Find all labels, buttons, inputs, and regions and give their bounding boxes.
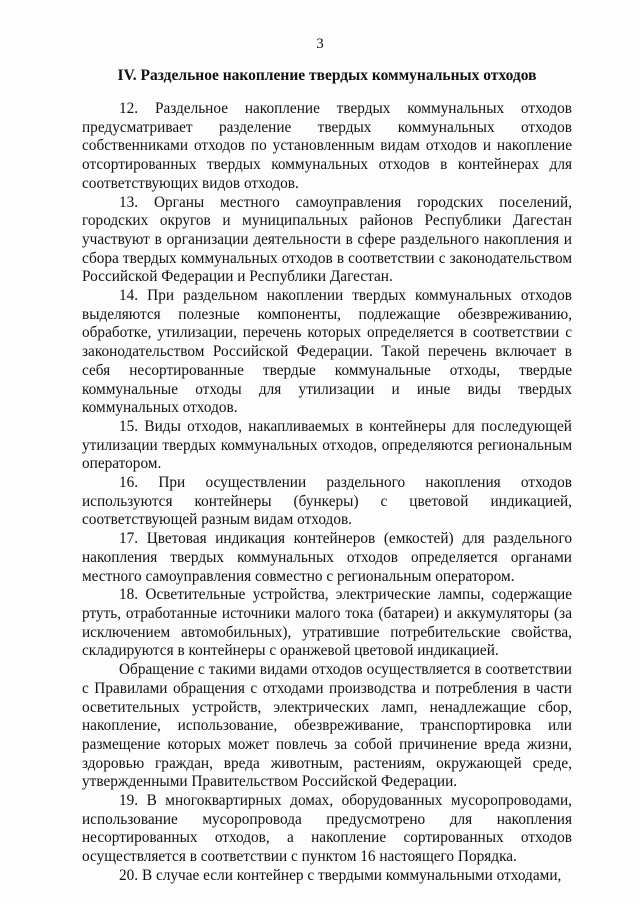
paragraph-16: 16. При осуществлении раздельного накопления отходов используются контейнеры (бункеры) с цветовой индикацией, соответствующей разным видам отходов. [82,474,572,529]
paragraph-18-continued: Обращение с такими видами отходов осуществляется в соответствии с Правилами обращения с отходами производства и потребления в части осветительных устройств, электрических ламп, ненадлежащие сбор, накопление, использование, обезвреживание, транспортировка или размещение которых может повлечь за собой причинение вреда жизни, здоровью граждан, вреда животным, растениям, окружающей среде, утвержденными Правительством Российской Федерации. [82,661,572,791]
paragraph-20: 20. В случае если контейнер с твердыми коммунальными отходами, [119,866,562,884]
section-title: IV. Раздельное накопление твердых коммунальных отходов [117,67,537,84]
paragraph-13: 13. Органы местного самоуправления городских поселений, городских округов и муниципальных районов Республики Дагестан участвуют в организации деятельности в сфере раздельного накопления и сбора твердых коммунальных отходов в соответствии с законодательством Российской Федерации и Республики Дагестан. [82,193,572,286]
paragraph-19: 19. В многоквартирных домах, оборудованных мусоропроводами, использование мусоропровода предусмотрено для накопления несортированных отходов, а накопление сортированных отходов осуществляется в соответствии с пунктом 16 настоящего Порядка. [82,792,572,866]
page-number: 3 [316,36,324,52]
paragraph-17: 17. Цветовая индикация контейнеров (емкостей) для раздельного накопления твердых коммунальных отходов определяется органами местного самоуправления совместно с региональным оператором. [82,530,572,585]
paragraph-14: 14. При раздельном накоплении твердых коммунальных отходов выделяются полезные компоненты, подлежащие обезвреживанию, обработке, утилизации, перечень которых определяется в соответствии с законодательством Российской Федерации. Такой перечень включает в себя несортированные твердые коммунальные отходы, твердые коммунальные отходы для утилизации и иные виды твердых коммунальных отходов. [82,287,572,417]
body-text [82,100,572,886]
paragraph-15: 15. Виды отходов, накапливаемых в контейнеры для последующей утилизации твердых коммунальных отходов, определяются региональным оператором. [82,417,572,473]
paragraph-12: 12. Раздельное накопление твердых коммунальных отходов предусматривает разделение твердых коммунальных отходов собственниками отходов по установленным видам отходов и накопление отсортированных твердых коммунальных отходов в контейнерах для соответствующих видов отходов. [82,100,572,192]
paragraph-18: 18. Осветительные устройства, электрические лампы, содержащие ртуть, отработанные источники малого тока (батареи) и аккумуляторы (за исключением автомобильных), утратившие потребительские свойства, складируются в контейнеры с оранжевой цветовой индикацией. [82,586,572,660]
